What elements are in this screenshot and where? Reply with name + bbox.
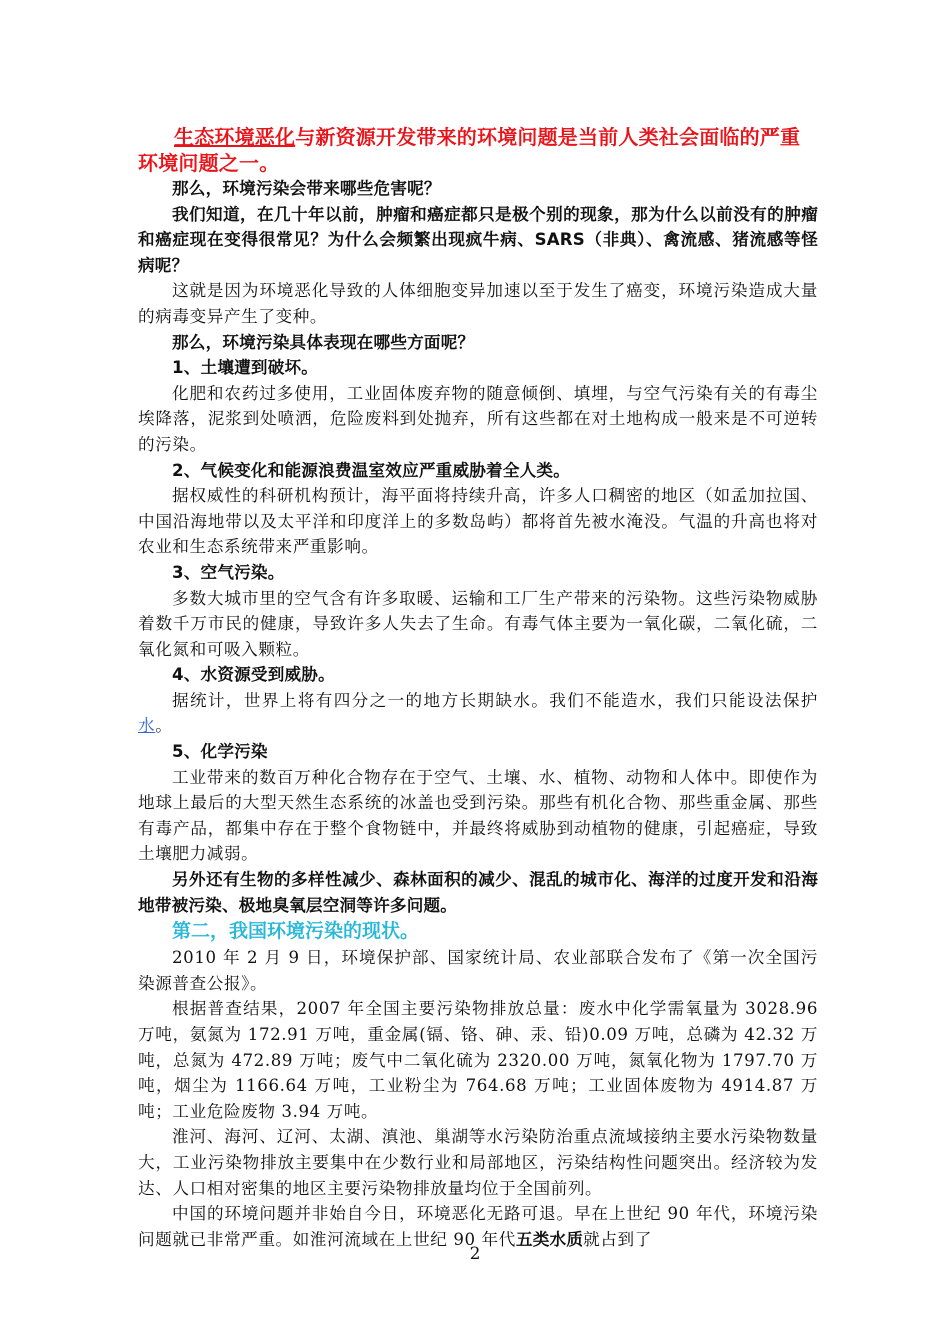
paragraph-soil: 化肥和农药过多使用，工业固体废弃物的随意倾倒、填埋，与空气污染有关的有毒尘埃降落，泥浆到处喷洒，危险废料到处抛弃，所有这些都在对土地构成一般来是不可逆转的污染。 [138, 383, 818, 454]
paragraph-water [138, 688, 818, 739]
paragraph-tumors: 我们知道，在几十年以前，肿瘤和癌症都只是极个别的现象，那为什么以前没有的肿瘤和癌症现在变得很常见？为什么会频繁出现疯牛病、SARS（非典）、禽流感、猪流感等怪病呢？ [138, 204, 818, 275]
paragraph-emissions: 根据普查结果，2007 年全国主要污染物排放总量：废水中化学需氧量为 3028.96 万吨，氨氮为 172.91 万吨，重金属(镉、铬、砷、汞、铅)0.09 万吨，总磷为 42.32 万吨，总氮为 472.89 万吨；废气中二氧化硫为 2320.00 万吨，氮氧化物为 1797.70 万吨，烟尘为 1166.64 万吨，工业粉尘为 764.68 万吨；工业固体废物为 4914.87 万吨；工业危险废物 3.94 万吨。 [138, 999, 818, 1121]
history-bold-text: 五类水质 [515, 1229, 584, 1249]
document-body [138, 124, 818, 1252]
heading-water: 4、水资源受到威胁。 [172, 665, 335, 685]
heading-climate: 2、气候变化和能源浪费温室效应严重威胁着全人类。 [172, 460, 571, 480]
document-title [138, 124, 818, 176]
history-text-a: 中国的环境问题并非始自今日，环境恶化无路可退。早在上世纪 90 年代，环境污染问题就已非常严重。如淮河流域在上世纪 90 年代 [138, 1204, 818, 1249]
water-text-a: 据统计，世界上将有四分之一的地方长期缺水。我们不能造水，我们只能设法保护 [172, 690, 818, 710]
paragraph-census: 2010 年 2 月 9 日，环境保护部、国家统计局、农业部联合发布了《第一次全国污染源普查公报》。 [138, 948, 818, 993]
history-text-b: 就占到了 [583, 1229, 652, 1249]
heading-soil: 1、土壤遭到破坏。 [172, 358, 319, 378]
page-number: 2 [469, 1244, 481, 1264]
title-underlined-text: 生态环境恶化 [174, 125, 296, 149]
question-harm: 那么，环境污染会带来哪些危害呢？ [172, 179, 441, 198]
section-heading-status: 第二，我国环境污染的现状。 [172, 920, 420, 943]
paragraph-summary: 另外还有生物的多样性减少、森林面积的减少、混乱的城市化、海洋的过度开发和沿海地带被污染、极地臭氧层空洞等许多问题。 [138, 870, 818, 915]
heading-air: 3、空气污染。 [172, 562, 285, 582]
question-aspects: 那么，环境污染具体表现在哪些方面呢？ [172, 332, 475, 352]
paragraph-cause: 这就是因为环境恶化导致的人体细胞变异加速以至于发生了癌变，环境污染造成大量的病毒变异产生了变种。 [138, 281, 818, 326]
paragraph-air: 多数大城市里的空气含有许多取暖、运输和工厂生产带来的污染物。这些污染物威胁着数千万市民的健康，导致许多人失去了生命。有毒气体主要为一氧化碳，二氧化硫，二氧化氮和可吸入颗粒。 [138, 588, 818, 659]
paragraph-basins: 淮河、海河、辽河、太湖、滇池、巢湖等水污染防治重点流域接纳主要水污染物数量大，工业污染物排放主要集中在少数行业和局部地区，污染结构性问题突出。经济较为发达、人口相对密集的地区主要污染物排放量均位于全国前列。 [138, 1127, 818, 1198]
paragraph-climate: 据权威性的科研机构预计，海平面将持续升高，许多人口稠密的地区（如孟加拉国、中国沿海地带以及太平洋和印度洋上的多数岛屿）都将首先被水淹没。气温的升高也将对农业和生态系统带来严重影响。 [138, 486, 818, 557]
water-text-b: 。 [155, 716, 173, 736]
title-rest-text: 与新资源开发带来的环境问题是当前人类社会面临的严重环境问题之一。 [138, 125, 801, 175]
heading-chemical: 5、化学污染 [172, 742, 268, 762]
paragraph-chemical: 工业带来的数百万种化合物存在于空气、土壤、水、植物、动物和人体中。即使作为地球上最后的大型天然生态系统的冰盖也受到污染。那些有机化合物、那些重金属、那些有毒产品，都集中存在于整个食物链中，并最终将威胁到动植物的健康，引起癌症，导致土壤肥力减弱。 [138, 767, 818, 864]
water-link[interactable]: 水 [138, 716, 156, 736]
